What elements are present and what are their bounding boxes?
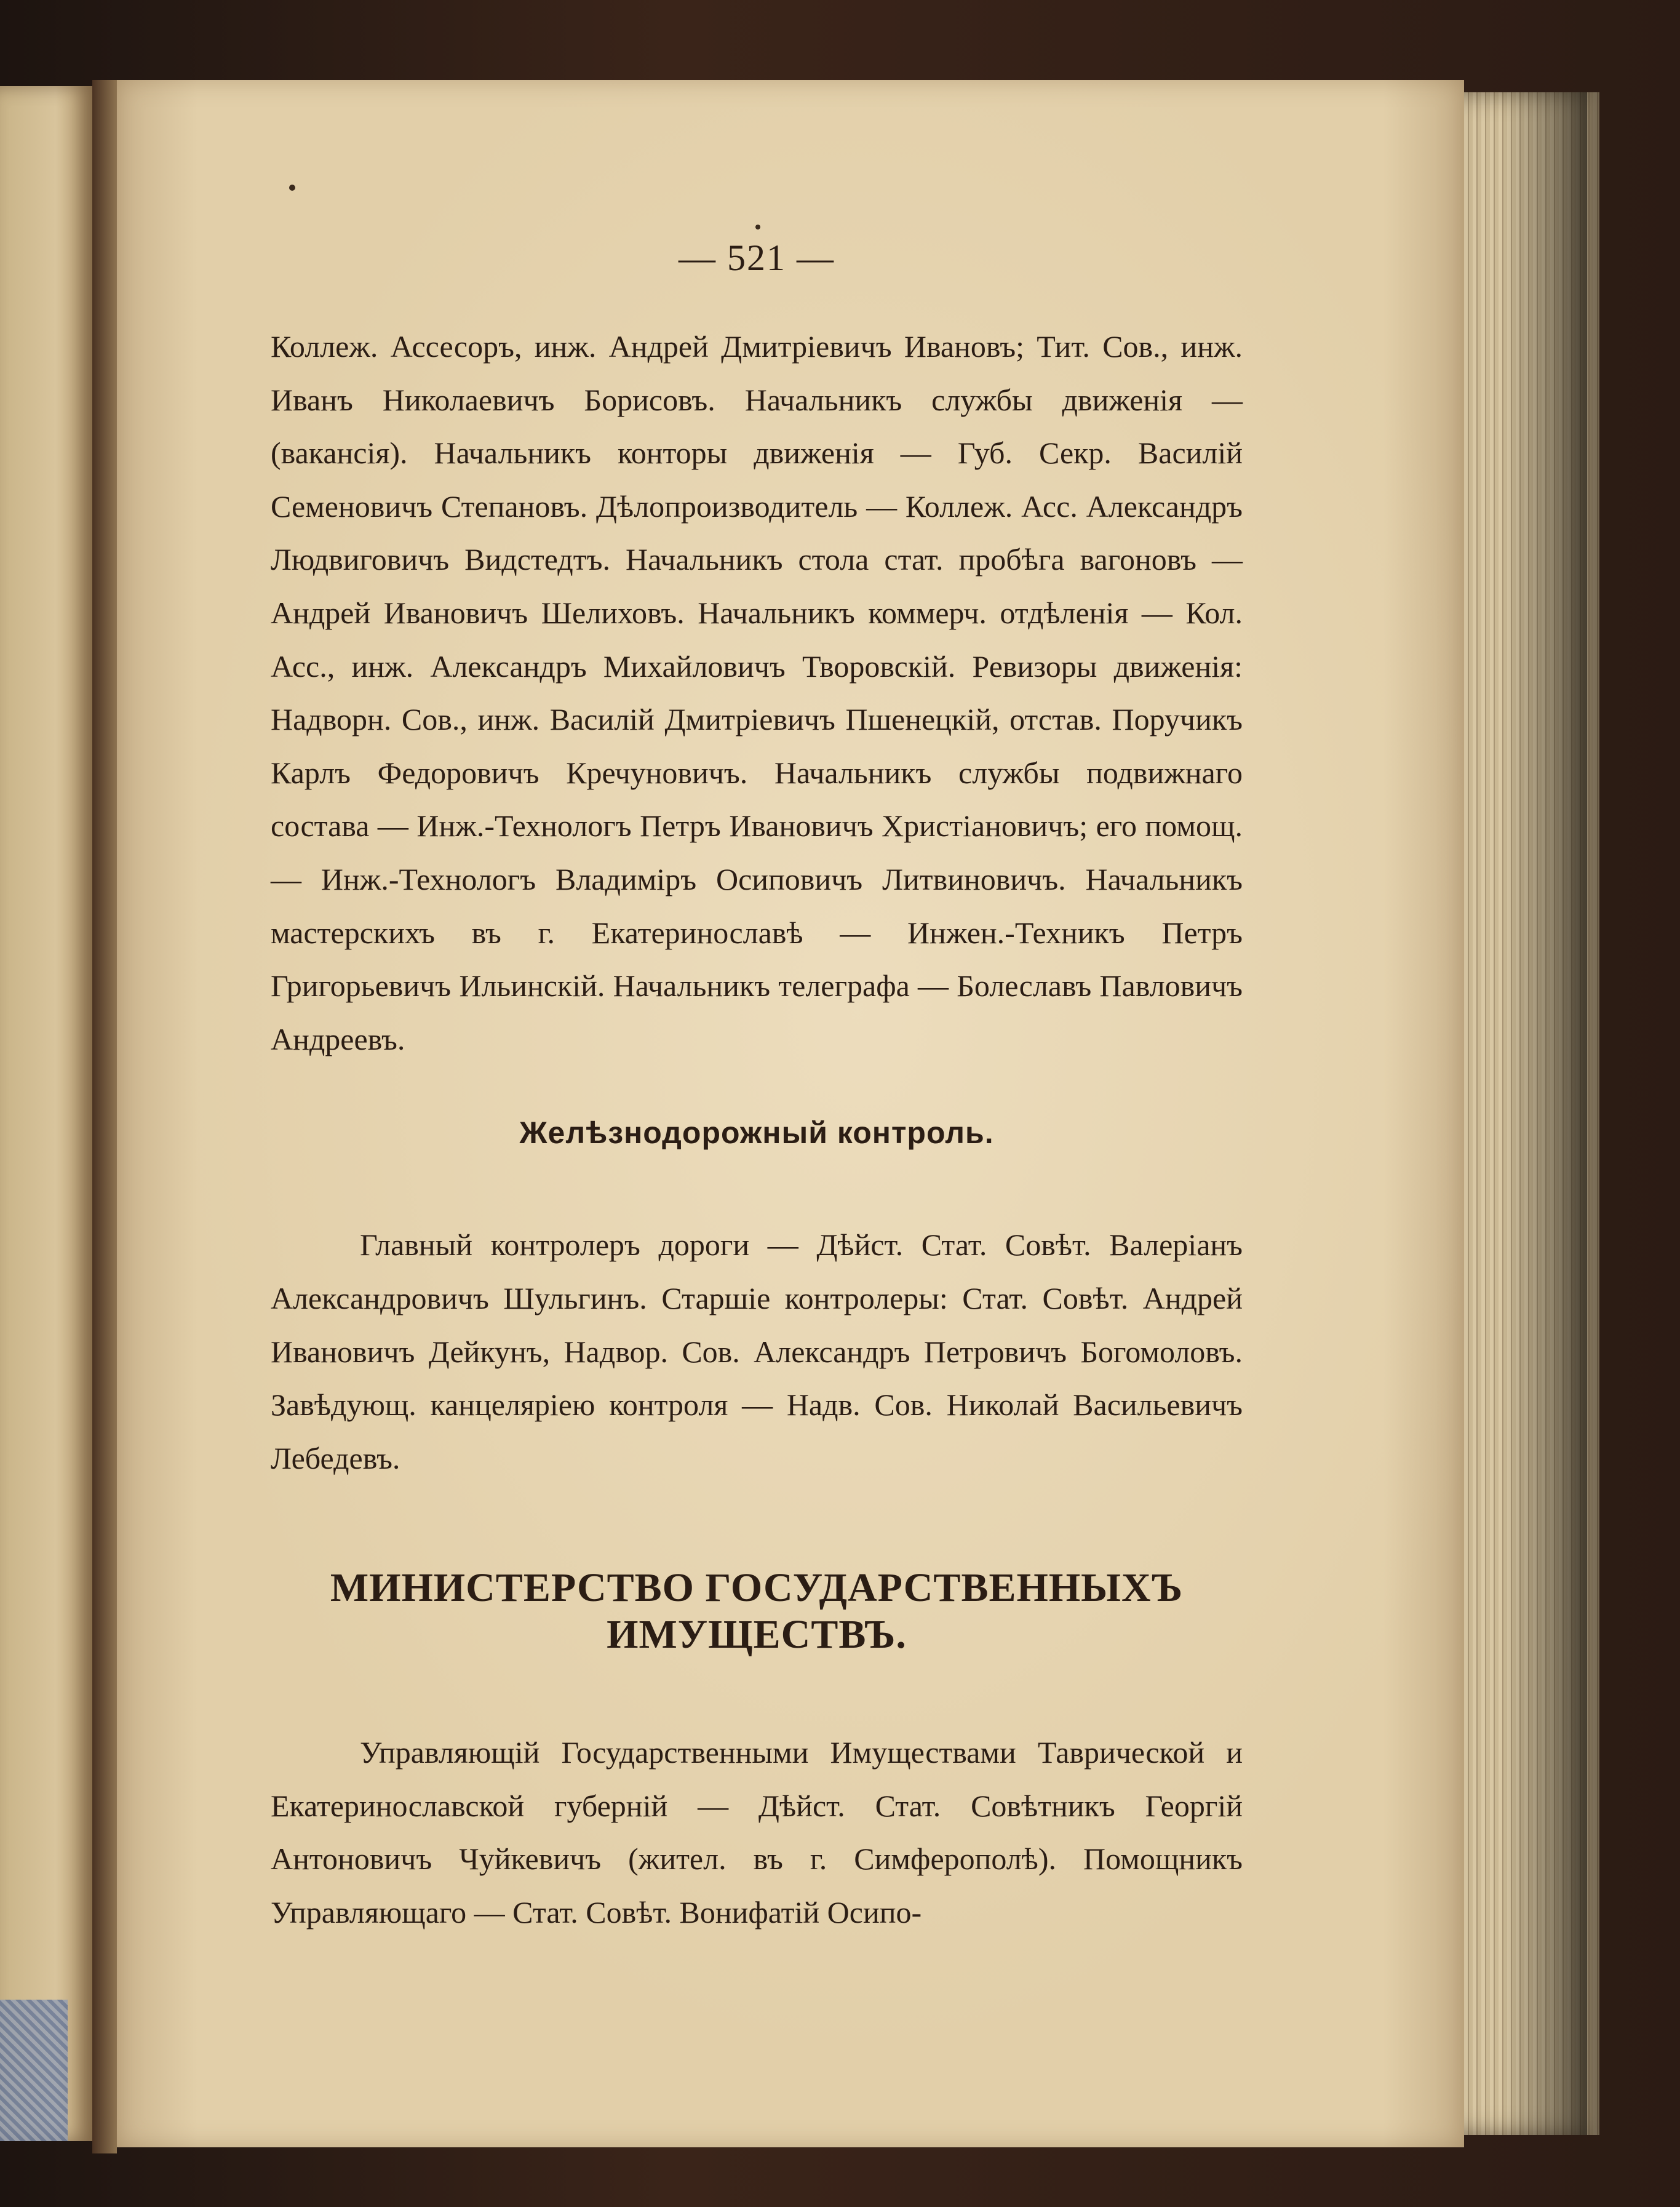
facing-page-edge xyxy=(0,86,92,2141)
paragraph-railway-control: Главный контролеръ дороги — Дѣйст. Стат. Совѣт. Валеріанъ Александровичъ Шульгинъ. Старшіе контролеры: Стат. Совѣт. Андрей Ивановичъ Дейкунъ, Надвор. Сов. Александръ Петровичъ Богомоловъ. Завѣдующ. канцеляріею контроля — Надв. Сов. Николай Васильевичъ Лебедевъ. xyxy=(271,1227,1243,1475)
book-gutter xyxy=(92,80,117,2153)
heading-railway-control: Желѣзнодорожный контроль. xyxy=(519,1115,994,1151)
paragraph-railway-staff: Коллеж. Ассесоръ, инж. Андрей Дмитріевичъ Ивановъ; Тит. Сов., инж. Иванъ Николаевичъ Борисовъ. Начальникъ службы движенія — (вакансія). Начальникъ конторы движенія — Губ. Секр. Василій Семеновичъ Степановъ. Дѣлопроизводитель — Коллеж. Асс. Александръ Людвиговичъ Видстедтъ. Начальникъ стола стат. пробѣга вагоновъ — Андрей Ивановичъ Шелиховъ. Начальникъ коммерч. отдѣленія — Кол. Асс., инж. Александръ Михайловичъ Творовскій. Ревизоры движенія: Надворн. Сов., инж. Василій Дмитріевичъ Пшенецкій, отстав. Поручикъ Карлъ Федоровичъ Кречуновичъ. Начальникъ службы подвижнаго состава — Инж.-Технологъ Петръ Ивановичъ Христіановичъ; его помощ. — Инж.-Технологъ Владиміръ Осиповичъ Литвиновичъ. Начальникъ мастерскихъ въ г. Екатеринославѣ — Инжен.-Техникъ Петръ Григорьевичъ Ильинскій. Начальникъ телеграфа — Болеславъ Павловичъ Андреевъ. xyxy=(271,329,1243,1056)
page-stack-shadow xyxy=(1501,92,1587,2135)
heading-ministry: МИНИСТЕРСТВО ГОСУДАРСТВЕННЫХЪ ИМУЩЕСТВЪ. xyxy=(330,1565,1184,1658)
paper-speck xyxy=(755,225,760,229)
binding-cloth xyxy=(0,2000,68,2141)
page-number: — 521 — xyxy=(679,237,835,278)
page-text xyxy=(271,320,1243,1939)
paper-speck xyxy=(289,185,295,191)
paragraph-state-property: Управляющій Государственными Имуществами Таврической и Екатеринославской губерній — Дѣйст. Стат. Совѣтникъ Георгій Антоновичъ Чуйкевичъ (жител. въ г. Симферополѣ). Помощникъ Управляющаго — Стат. Совѣт. Вонифатій Осипо- xyxy=(271,1735,1243,1930)
